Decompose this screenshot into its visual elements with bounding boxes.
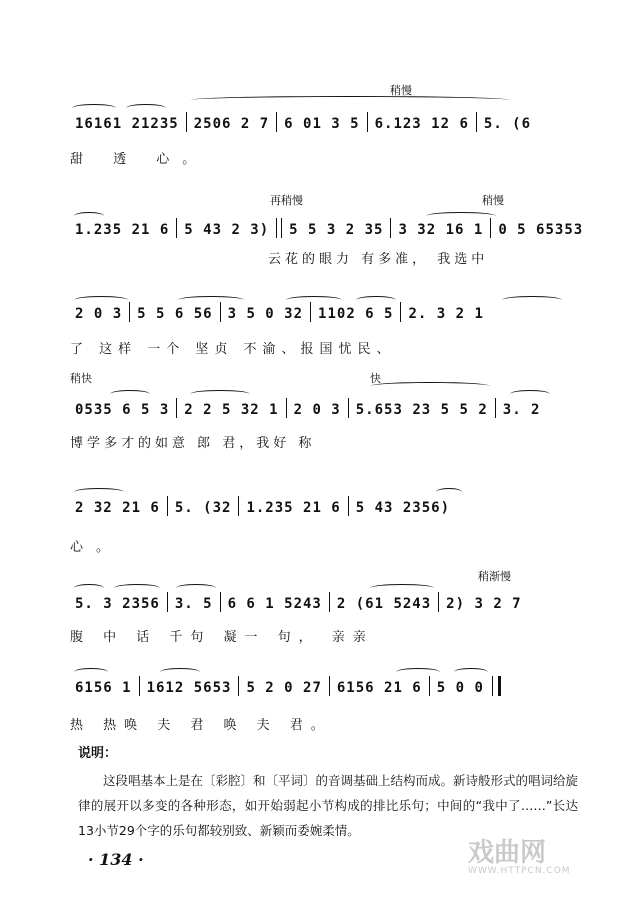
notation-line xyxy=(70,300,489,322)
measure: 5 43 2356) xyxy=(355,500,451,516)
measure: 2. 3 2 1 xyxy=(408,306,484,322)
watermark-url: WWW.HTTPCN.COM xyxy=(468,866,571,876)
measure: 3 5 0 32 xyxy=(227,306,304,322)
measure: 1102 6 5 xyxy=(318,306,394,322)
measure: 6 01 3 5 xyxy=(284,116,360,132)
measure: 2506 2 7 xyxy=(193,116,270,132)
tempo-mark: 稍快 xyxy=(70,372,92,385)
notation-line xyxy=(70,494,455,516)
tempo-mark: 稍渐慢 xyxy=(478,570,511,583)
measure: 2 0 3 xyxy=(75,306,123,322)
page-number: · 134 · xyxy=(88,850,144,869)
tempo-mark: 稍慢 xyxy=(482,194,504,207)
measure: 5 5 3 2 35 xyxy=(289,222,384,238)
measure: 2 2 5 32 1 xyxy=(184,402,279,418)
measure: 5. (6 xyxy=(483,116,532,132)
notation-line xyxy=(70,216,588,238)
measure: 2 0 3 xyxy=(293,402,341,418)
measure: 1.235 21 6 xyxy=(246,500,341,516)
lyrics-line: 云花的眼力 有多准， 我选中 xyxy=(268,252,489,267)
measure: 5 43 2 3) xyxy=(184,222,270,238)
tempo-mark: 稍慢 xyxy=(390,84,412,97)
notation-line xyxy=(70,110,536,132)
measure: 2 32 21 6 xyxy=(75,500,160,516)
lyrics-line: 了 这样 一个 坚贞 不渝、报国忧民、 xyxy=(70,342,396,357)
lyrics-line: 腹 中 话 千句 凝一 句， 亲亲 xyxy=(70,630,374,645)
explanation-title: 说明： xyxy=(78,746,118,761)
measure: 3. 2 xyxy=(502,402,541,418)
measure: 6156 21 6 xyxy=(336,680,422,696)
measure: 6156 1 xyxy=(75,680,132,696)
lyrics-line: 热 热唤 夫 君 唤 夫 君。 xyxy=(70,718,332,733)
lyrics-line: 博学多才的如意 郎 君，我好 称 xyxy=(70,436,316,451)
measure: 5 2 0 27 xyxy=(246,680,322,696)
measure: 3. 5 xyxy=(174,596,213,612)
measure: 16161 21235 xyxy=(75,116,179,132)
lyrics-line: 甜 透 心。 xyxy=(70,152,209,167)
notation-line xyxy=(70,674,501,696)
measure: 1612 5653 xyxy=(146,680,232,696)
notation-line xyxy=(70,396,545,418)
measure: 6.123 12 6 xyxy=(374,116,469,132)
measure: 6 6 1 5243 xyxy=(227,596,322,612)
tempo-mark: 快 xyxy=(370,372,381,385)
measure: 1.235 21 6 xyxy=(75,222,170,238)
watermark: 戏曲网 xyxy=(468,838,547,868)
tempo-mark: 再稍慢 xyxy=(270,194,303,207)
measure: 5. (32 xyxy=(174,500,232,516)
measure: 2) 3 2 7 xyxy=(446,596,522,612)
measure: 0 5 65353 xyxy=(498,222,584,238)
measure: 5.653 23 5 5 2 xyxy=(355,402,488,418)
measure: 5 0 0 xyxy=(436,680,484,696)
lyrics-line: 心。 xyxy=(70,540,123,555)
explanation-text: 这段唱基本上是在〔彩腔〕和〔平词〕的音调基础上结构而成。新诗般形式的唱词给旋律的展开以多变的各种形态，如开始弱起小节构成的排比乐句；中间的“我中了……”长达13小节29个字的乐句都较别致、新颖而委婉柔情。 xyxy=(78,773,579,838)
measure: 3 32 16 1 xyxy=(398,222,484,238)
measure: 5 5 6 56 xyxy=(137,306,213,322)
measure: 0535 6 5 3 xyxy=(75,402,170,418)
measure: 2 (61 5243 xyxy=(336,596,432,612)
notation-line xyxy=(70,590,527,612)
measure: 5. 3 2356 xyxy=(75,596,160,612)
